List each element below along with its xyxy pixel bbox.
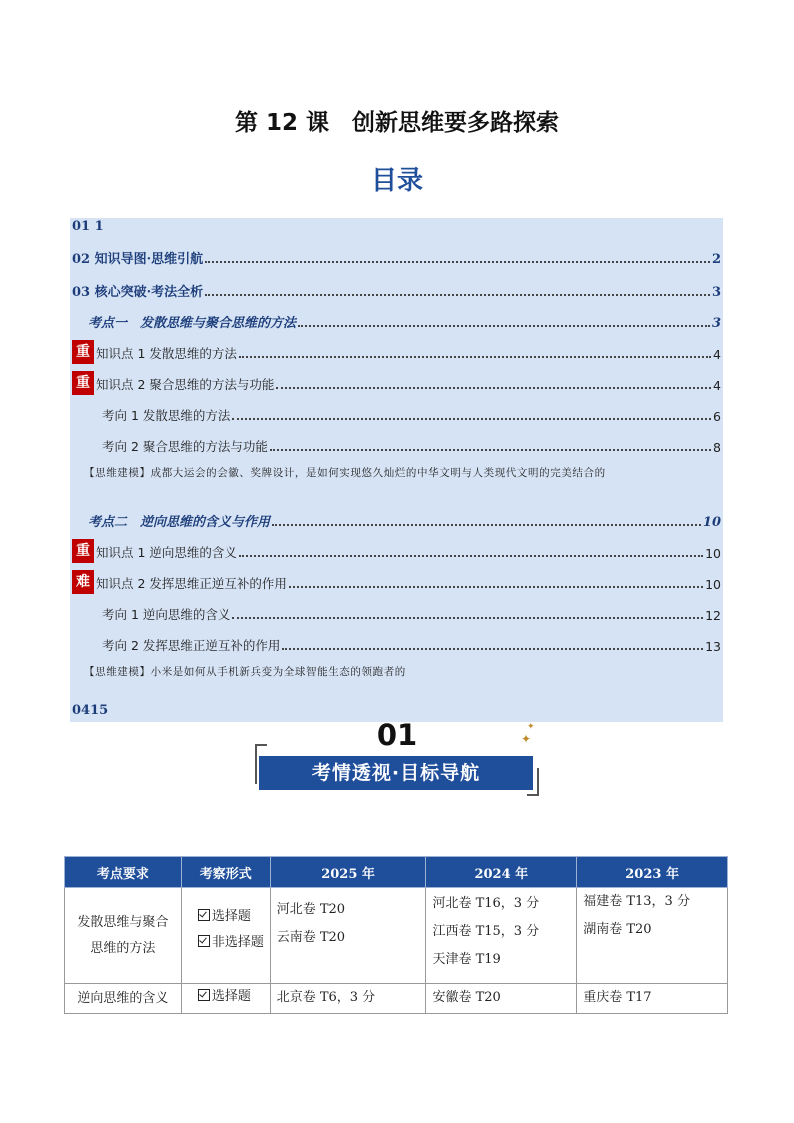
toc-entry-text: 考向 2 发挥思维正逆互补的作用 bbox=[102, 638, 281, 653]
section-number: 01 bbox=[376, 718, 418, 752]
toc-exam-direction[interactable] bbox=[70, 596, 723, 627]
exam-analysis-table bbox=[64, 856, 728, 1014]
leader-dots bbox=[276, 387, 711, 389]
exam-item: 云南卷 T20 bbox=[276, 930, 346, 945]
leader-dots bbox=[270, 449, 711, 451]
exam-item: 福建卷 T13，3 分 bbox=[583, 894, 690, 909]
form-cell bbox=[181, 888, 270, 984]
leader-dots bbox=[232, 418, 711, 420]
table-row bbox=[65, 888, 728, 984]
toc-entry-text: 考向 1 逆向思维的含义 bbox=[102, 607, 231, 622]
toc-entry-text: 02 知识导图·思维引航 bbox=[72, 252, 204, 267]
toc-entry-text: 考向 2 聚合思维的方法与功能 bbox=[102, 439, 268, 454]
toc-exam-point[interactable] bbox=[70, 503, 723, 534]
toc-entry-text: 知识点 2 发挥思维正逆互补的作用 bbox=[96, 576, 287, 591]
checkbox-checked-icon bbox=[198, 989, 210, 1001]
column-header: 考点要求 bbox=[65, 857, 182, 888]
sparkle-icon-small: ✦ bbox=[527, 722, 535, 732]
requirement-cell bbox=[65, 984, 182, 1014]
section-header bbox=[255, 718, 539, 796]
exam-item: 重庆卷 T17 bbox=[583, 990, 652, 1005]
important-badge: 重 bbox=[72, 539, 94, 563]
form-item: 选择题 bbox=[198, 904, 270, 930]
exam-item: 天津卷 T19 bbox=[432, 952, 501, 967]
toc-heading-row[interactable] bbox=[70, 218, 723, 238]
form-cell bbox=[181, 984, 270, 1014]
year-2024-cell bbox=[426, 984, 577, 1014]
toc-entry-text: 知识点 2 聚合思维的方法与功能 bbox=[96, 377, 275, 392]
toc-entry-text: 考向 1 发散思维的方法 bbox=[102, 408, 231, 423]
toc-page-number: 8 bbox=[713, 440, 721, 455]
leader-dots bbox=[282, 648, 703, 650]
toc-entry-text: 【思维建模】成都大运会的会徽、奖牌设计，是如何实现悠久灿烂的中华文明与人类现代文明的完美结合的 bbox=[84, 467, 606, 479]
table-row bbox=[65, 984, 728, 1014]
year-2025-cell bbox=[270, 888, 426, 984]
year-2023-cell bbox=[577, 888, 728, 984]
column-header: 2025 年 bbox=[270, 857, 426, 888]
toc-knowledge-point[interactable] bbox=[70, 534, 723, 565]
toc-heading: 目录 bbox=[370, 166, 423, 196]
toc-page-number: 6 bbox=[713, 409, 721, 424]
toc-heading-row[interactable] bbox=[70, 238, 723, 271]
toc-page-number: 10 bbox=[705, 546, 721, 561]
section-title: 考情透视·目标导航 bbox=[259, 756, 533, 790]
toc-page-number: 10 bbox=[705, 577, 721, 592]
leader-dots bbox=[232, 617, 703, 619]
leader-dots bbox=[239, 356, 711, 358]
important-badge: 重 bbox=[72, 371, 94, 395]
exam-item: 河北卷 T20 bbox=[276, 902, 346, 917]
toc-page-number: 4 bbox=[713, 347, 721, 362]
form-item: 选择题 bbox=[198, 984, 270, 1010]
table-of-contents bbox=[70, 218, 723, 722]
toc-entry-text: 知识点 1 逆向思维的含义 bbox=[96, 545, 237, 560]
toc-entry-text: 考点二 逆向思维的含义与作用 bbox=[88, 515, 271, 530]
table-header-row bbox=[65, 857, 728, 888]
year-2025-cell bbox=[270, 984, 426, 1014]
toc-exam-direction[interactable] bbox=[70, 428, 723, 459]
exam-item: 北京卷 T6，3 分 bbox=[276, 990, 376, 1005]
requirement-text: 逆向思维的含义 bbox=[77, 990, 169, 1006]
toc-page-number: 10 bbox=[702, 515, 721, 530]
year-2023-cell bbox=[577, 984, 728, 1014]
toc-exam-point[interactable] bbox=[70, 304, 723, 335]
column-header: 考察形式 bbox=[181, 857, 270, 888]
toc-heading-row[interactable] bbox=[70, 271, 723, 304]
toc-page-number: 12 bbox=[705, 608, 721, 623]
toc-entry-text: 01 1 bbox=[72, 219, 104, 234]
toc-thinking-model[interactable] bbox=[70, 658, 723, 702]
requirement-text: 发散思维与聚合思维的方法 bbox=[77, 914, 169, 956]
requirement-cell bbox=[65, 888, 182, 984]
toc-knowledge-point[interactable] bbox=[70, 366, 723, 397]
toc-page-number: 3 bbox=[711, 285, 721, 300]
checkbox-checked-icon bbox=[198, 909, 210, 921]
toc-page-number: 3 bbox=[711, 316, 721, 331]
toc-exam-direction[interactable] bbox=[70, 627, 723, 658]
year-2024-cell bbox=[426, 888, 577, 984]
leader-dots bbox=[289, 586, 703, 588]
toc-knowledge-point[interactable] bbox=[70, 565, 723, 596]
toc-page-number: 4 bbox=[713, 378, 721, 393]
leader-dots bbox=[205, 294, 710, 296]
form-item: 非选择题 bbox=[198, 930, 270, 956]
toc-page-number: 13 bbox=[705, 639, 721, 654]
toc-entry-text: 【思维建模】小米是如何从手机新兵变为全球智能生态的领跑者的 bbox=[84, 666, 406, 678]
toc-entry-text: 03 核心突破·考法全析 bbox=[72, 285, 204, 300]
sparkle-icon: ✦ bbox=[521, 732, 532, 746]
important-badge: 重 bbox=[72, 340, 94, 364]
leader-dots bbox=[272, 524, 701, 526]
exam-item: 河北卷 T16，3 分 bbox=[432, 896, 540, 911]
leader-dots bbox=[298, 325, 710, 327]
exam-item: 江西卷 T15，3 分 bbox=[432, 924, 540, 939]
toc-thinking-model[interactable] bbox=[70, 459, 723, 503]
leader-dots bbox=[205, 261, 710, 263]
toc-page-number: 2 bbox=[711, 252, 721, 267]
toc-entry-text: 0415 bbox=[72, 703, 109, 718]
toc-exam-direction[interactable] bbox=[70, 397, 723, 428]
toc-entry-text: 知识点 1 发散思维的方法 bbox=[96, 346, 237, 361]
column-header: 2024 年 bbox=[426, 857, 577, 888]
document-title: 第 12 课 创新思维要多路探索 bbox=[234, 110, 560, 136]
column-header: 2023 年 bbox=[577, 857, 728, 888]
exam-item: 湖南卷 T20 bbox=[583, 922, 652, 937]
difficult-badge: 难 bbox=[72, 570, 94, 594]
checkbox-checked-icon bbox=[198, 935, 210, 947]
exam-item: 安徽卷 T20 bbox=[432, 990, 501, 1005]
leader-dots bbox=[239, 555, 703, 557]
toc-entry-text: 考点一 发散思维与聚合思维的方法 bbox=[88, 316, 297, 331]
toc-knowledge-point[interactable] bbox=[70, 335, 723, 366]
